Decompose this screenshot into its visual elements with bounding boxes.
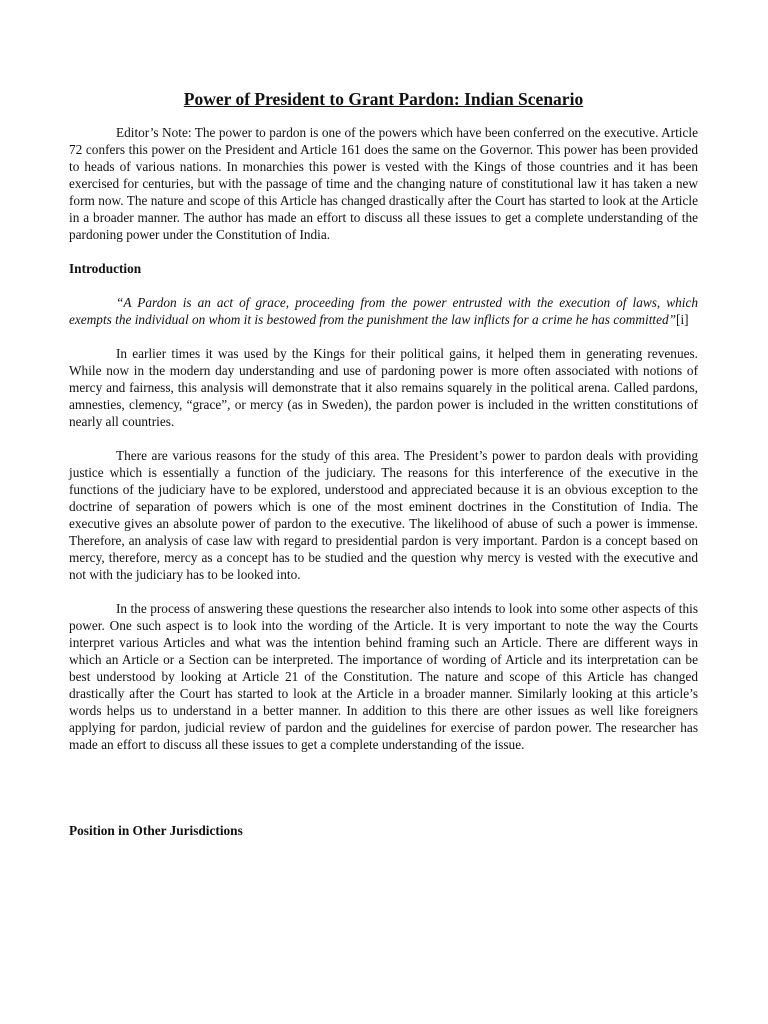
paragraph-aspects: In the process of answering these questions the researcher also intends to look into some other aspects of this power. One such aspect is to look into the wording of the Article. It is very important to note the way the Courts interpret various Articles and what was the intention behind framing such an Article. There are different ways in which an Article or a Section can be interpreted. The importance of wording of Article and its interpretation can be best understood by looking at Article 21 of the Constitution. The nature and scope of this Article has changed drastically after the Court has started to look at the Article in a broader manner. Similarly looking at this article’s words helps us to understand in a better manner. In addition to this there are other issues as well like foreigners applying for pardon, judicial review of pardon and the guidelines for exercise of pardon power. The researcher has made an effort to discuss all these issues to get a complete understanding of the issue. [69, 601, 698, 752]
document-page [69, 88, 698, 856]
heading-other-jurisdictions: Position in Other Jurisdictions [69, 823, 243, 838]
quote-text: “A Pardon is an act of grace, proceeding from the power entrusted with the execution of laws, which exempts the individual on whom it is bestowed from the punishment the law inflicts for a crime he has committed” [69, 295, 698, 327]
section-spacer [69, 770, 698, 822]
paragraph-history: In earlier times it was used by the Kings for their political gains, it helped them in generating revenues. While now in the modern day understanding and use of pardoning power is more often associated with notions of mercy and fairness, this analysis will demonstrate that it also remains squarely in the political arena. Called pardons, amnesties, clemency, “grace”, or mercy (as in Sweden), the pardon power is included in the written constitutions of nearly all countries. [69, 346, 698, 429]
footnote-ref[interactable]: [i] [676, 312, 689, 327]
paragraph-reasons: There are various reasons for the study of this area. The President’s power to pardon deals with providing justice which is essentially a function of the judiciary. The reasons for this interference of the executive in the functions of the judiciary have to be explored, understood and appreciated because it is an obvious exception to the doctrine of separation of powers which is one of the most eminent doctrines in the Constitution of India. The executive gives an absolute power of pardon to the executive. The likelihood of abuse of such a power is immense. Therefore, an analysis of case law with regard to presidential pardon is very important. Pardon is a concept based on mercy, therefore, mercy as a concept has to be studied and the question why mercy is vested with the executive and not with the judiciary has to be looked into. [69, 448, 698, 582]
pardon-quote [69, 294, 698, 328]
heading-introduction: Introduction [69, 261, 142, 276]
document-title: Power of President to Grant Pardon: Indian Scenario [183, 89, 584, 109]
editors-note: Editor’s Note: The power to pardon is one of the powers which have been conferred on the executive. Article 72 confers this power on the President and Article 161 does the same on the Governor. This power has been provided to heads of various nations. In monarchies this power is vested with the Kings of those countries and it has been exercised for centuries, but with the passage of time and the changing nature of constitutional law it has taken a new form now. The nature and scope of this Article has changed drastically after the Court has started to look at the Article in a broader manner. The author has made an effort to discuss all these issues to get a complete understanding of the pardoning power under the Constitution of India. [69, 125, 698, 242]
